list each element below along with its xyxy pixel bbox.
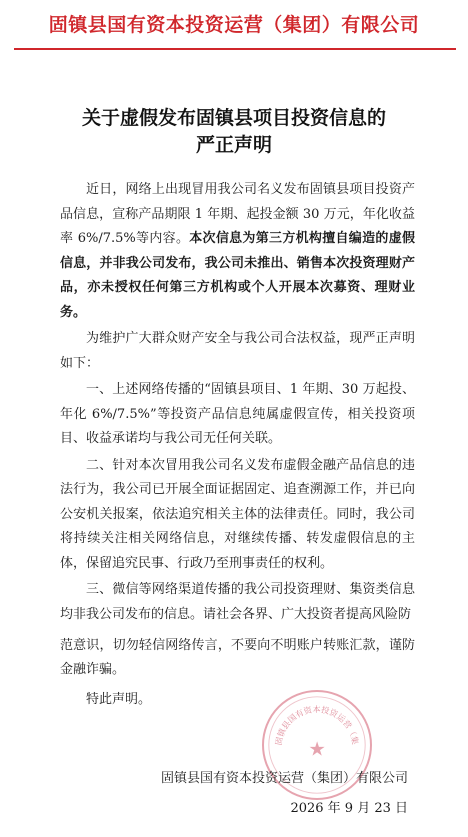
paragraph-intro xyxy=(60,178,415,325)
paragraph-point-3-continued: 范意识，切勿轻信网络传言，不要向不明账户转账汇款，谨防金融诈骗。 xyxy=(60,638,415,677)
letterhead-company: 固镇县国有资本投资运营（集团）有限公司 xyxy=(48,14,420,36)
paragraph-purpose: 为维护广大群众财产安全与我公司合法权益，现严正声明如下： xyxy=(60,331,415,371)
seal-star-icon: ★ xyxy=(308,737,326,761)
seal-text: 固镇县国有资本投资运营（集 xyxy=(273,704,361,746)
intro-bold-text: 本次信息为第三方机构擅自编造的虚假信息，并非我公司发布，我公司未推出、销售本次投资理财产品，亦未授权任何第三方机构或个人开展本次募资、理财业务。 xyxy=(60,231,415,320)
intro-text: 近日，网络上出现冒用我公司名义发布固镇县项目投资产品信息，宣称产品期限 1 年期、起投金额 30 万元，年化收益率 6%/7.5%等内容。 xyxy=(60,182,415,246)
signature-date: 2026 年 9 月 23 日 xyxy=(290,801,408,816)
document-title-line2: 严正声明 xyxy=(195,134,272,156)
letterhead-rule xyxy=(14,48,456,50)
document-body xyxy=(60,178,415,629)
signature-company: 固镇县国有资本投资运营（集团）有限公司 xyxy=(160,771,408,786)
signature-block xyxy=(161,764,408,824)
document-title-line1: 关于虚假发布固镇县项目投资信息的 xyxy=(81,107,386,129)
paragraph-point-3: 三、微信等网络渠道传播的我公司投资理财、集资类信息均非我公司发布的信息。请社会各界、广大投资者提高风险防 xyxy=(60,582,415,622)
paragraph-point-1: 一、上述网络传播的“固镇县项目、1 年期、30 万起投、年化 6%/7.5%”等投资产品信息纯属虚假宣传，相关投资项目、收益承诺均与我公司无任何关联。 xyxy=(60,382,415,446)
paragraph-point-2: 二、针对本次冒用我公司名义发布虚假金融产品信息的违法行为，我公司已开展全面证据固定、追查溯源工作，并已向公安机关报案，依法追究相关主体的法律责任。同时，我公司将持续关注相关网络信息，对继续传播、转发虚假信息的主体，保留追究民事、行政乃至刑事责任的权利。 xyxy=(60,457,415,571)
closing-statement: 特此声明。 xyxy=(86,692,152,707)
